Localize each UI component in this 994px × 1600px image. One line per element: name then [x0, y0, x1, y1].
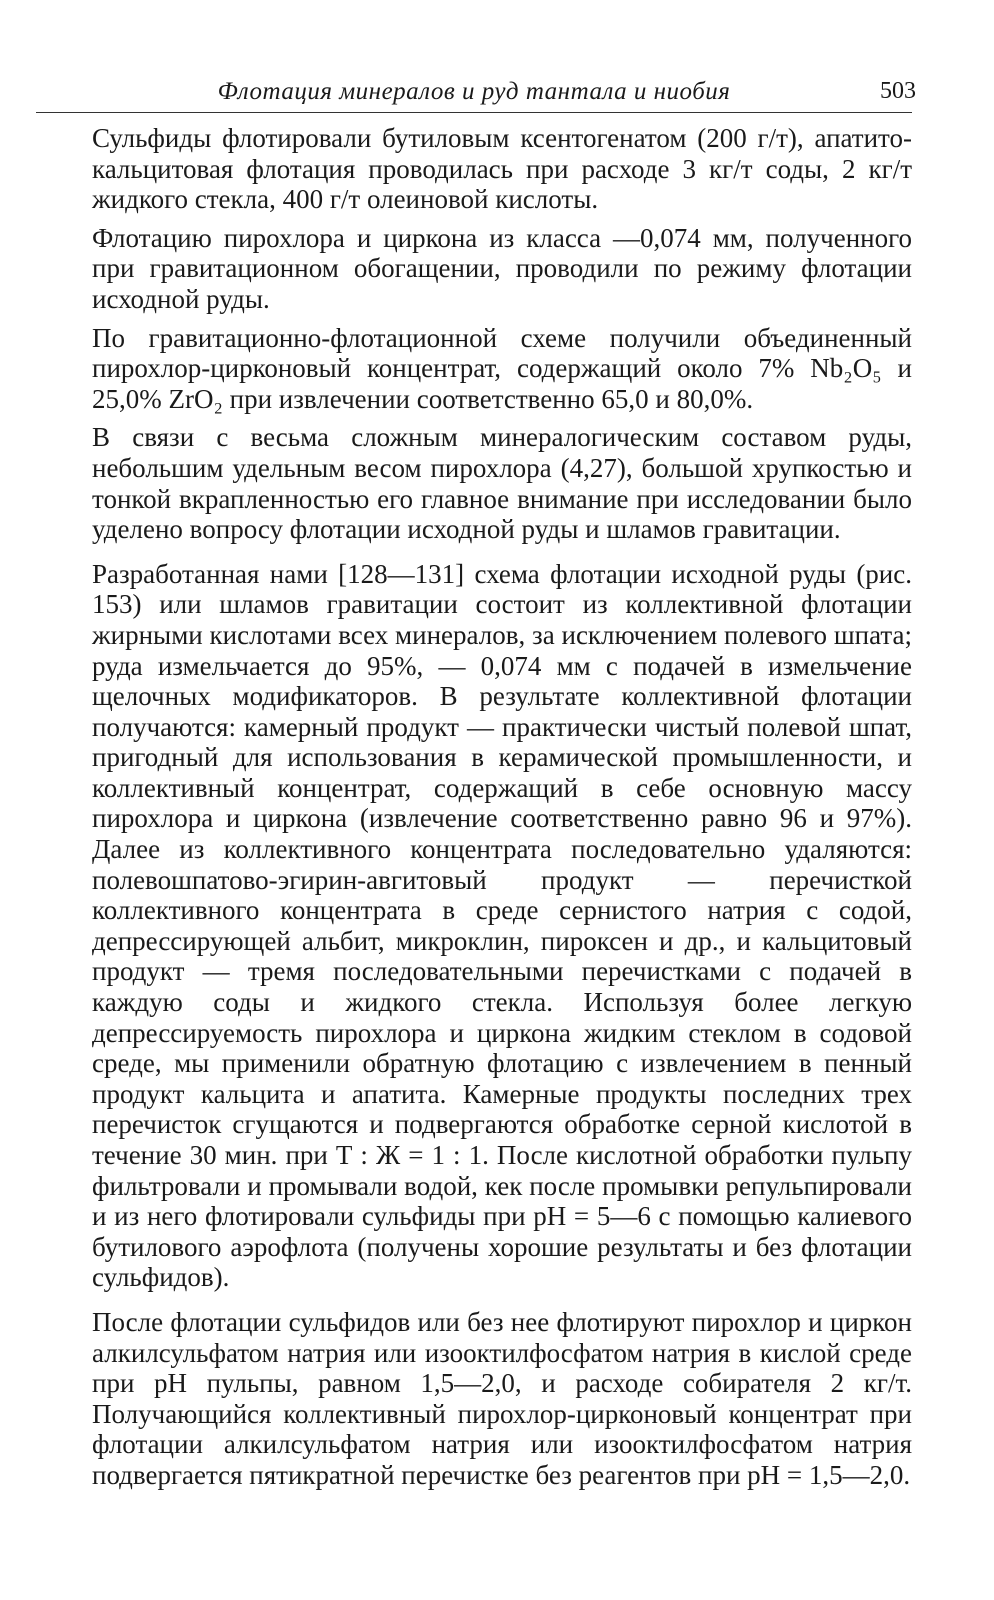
body-text [92, 123, 912, 1491]
paragraph-4: В связи с весьма сложным минералогическим составом руды, небольшим удельным весом пирохлора (4,27), большой хрупкостью и тонкой вкрапленностью его главное внимание при исследовании было уделено вопросу флотации исходной руды и шламов гравитации. [92, 422, 912, 545]
book-page [92, 72, 916, 1499]
running-head: Флотация минералов и руд тантала и ниобия [217, 78, 731, 105]
page-header [36, 72, 916, 113]
paragraph-5: Разработанная нами [128—131] схема флотации исходной руды (рис. 153) или шламов гравитации состоит из коллективной флотации жирными кислотами всех минералов, за исключением полевого шпата; руда измельчается до 95%, — 0,074 мм с подачей в измельчение щелочных модификаторов. В результате коллективной флотации получаются: камерный продукт — практически чистый полевой шпат, пригодный для использования в керамической промышленности, и коллективный концентрат, содержащий в себе основную массу пирохлора и циркона (извлечение соответственно равно 96 и 97%). Далее из коллективного концентрата последовательно удаляются: полевошпатово-эгирин-авгитовый продукт — перечисткой коллективного концентрата в среде сернистого натрия с содой, депрессирующей альбит, микроклин, пироксен и др., и кальцитовый продукт — тремя последовательными перечистками с подачей в каждую соды и жидкого стекла. Используя более легкую депрессируемость пирохлора и циркона жидким стеклом в содовой среде, мы применили обратную флотацию с извлечением в пенный продукт кальцита и апатита. Камерные продукты последних трех перечисток сгущаются и подвергаются обработке серной кислотой в течение 30 мин. при Т : Ж = 1 : 1. После кислотной обработки пульпу фильтровали и промывали водой, кек после промывки репульпировали и из него флотировали сульфиды при pH = 5—6 с помощью калиевого бутилового аэрофлота (получены хорошие результаты и без флотации сульфидов). [92, 558, 912, 1293]
page-number: 503 [880, 78, 916, 104]
paragraph-6: После флотации сульфидов или без нее флотируют пирохлор и циркон алкилсульфатом натрия или изооктилфосфатом натрия в кислой среде при pH пульпы, равном 1,5—2,0, и расходе собирателя 2 кг/т. Получающийся коллективный пирохлор-цирконовый концентрат при флотации алкилсульфатом натрия или изооктилфосфатом натрия подвергается пятикратной перечистке без реагентов при pH = 1,5—2,0. [92, 1306, 912, 1490]
paragraph-3: По гравитационно-флотационной схеме получили объединенный пирохлор-цирконовый концентрат, содержащий около 7% Nb₂O₅ и 25,0% ZrO₂ при извлечении соответственно 65,0 и 80,0%. [92, 322, 912, 414]
paragraph-2: Флотацию пирохлора и циркона из класса —0,074 мм, полученного при гравитационном обогащении, проводили по режиму флотации исходной руды. [92, 222, 912, 314]
paragraph-1: Сульфиды флотировали бутиловым ксентогенатом (200 г/т), апатито-кальцитовая флотация проводилась при расходе 3 кг/т соды, 2 кг/т жидкого стекла, 400 г/т олеиновой кислоты. [92, 123, 912, 215]
